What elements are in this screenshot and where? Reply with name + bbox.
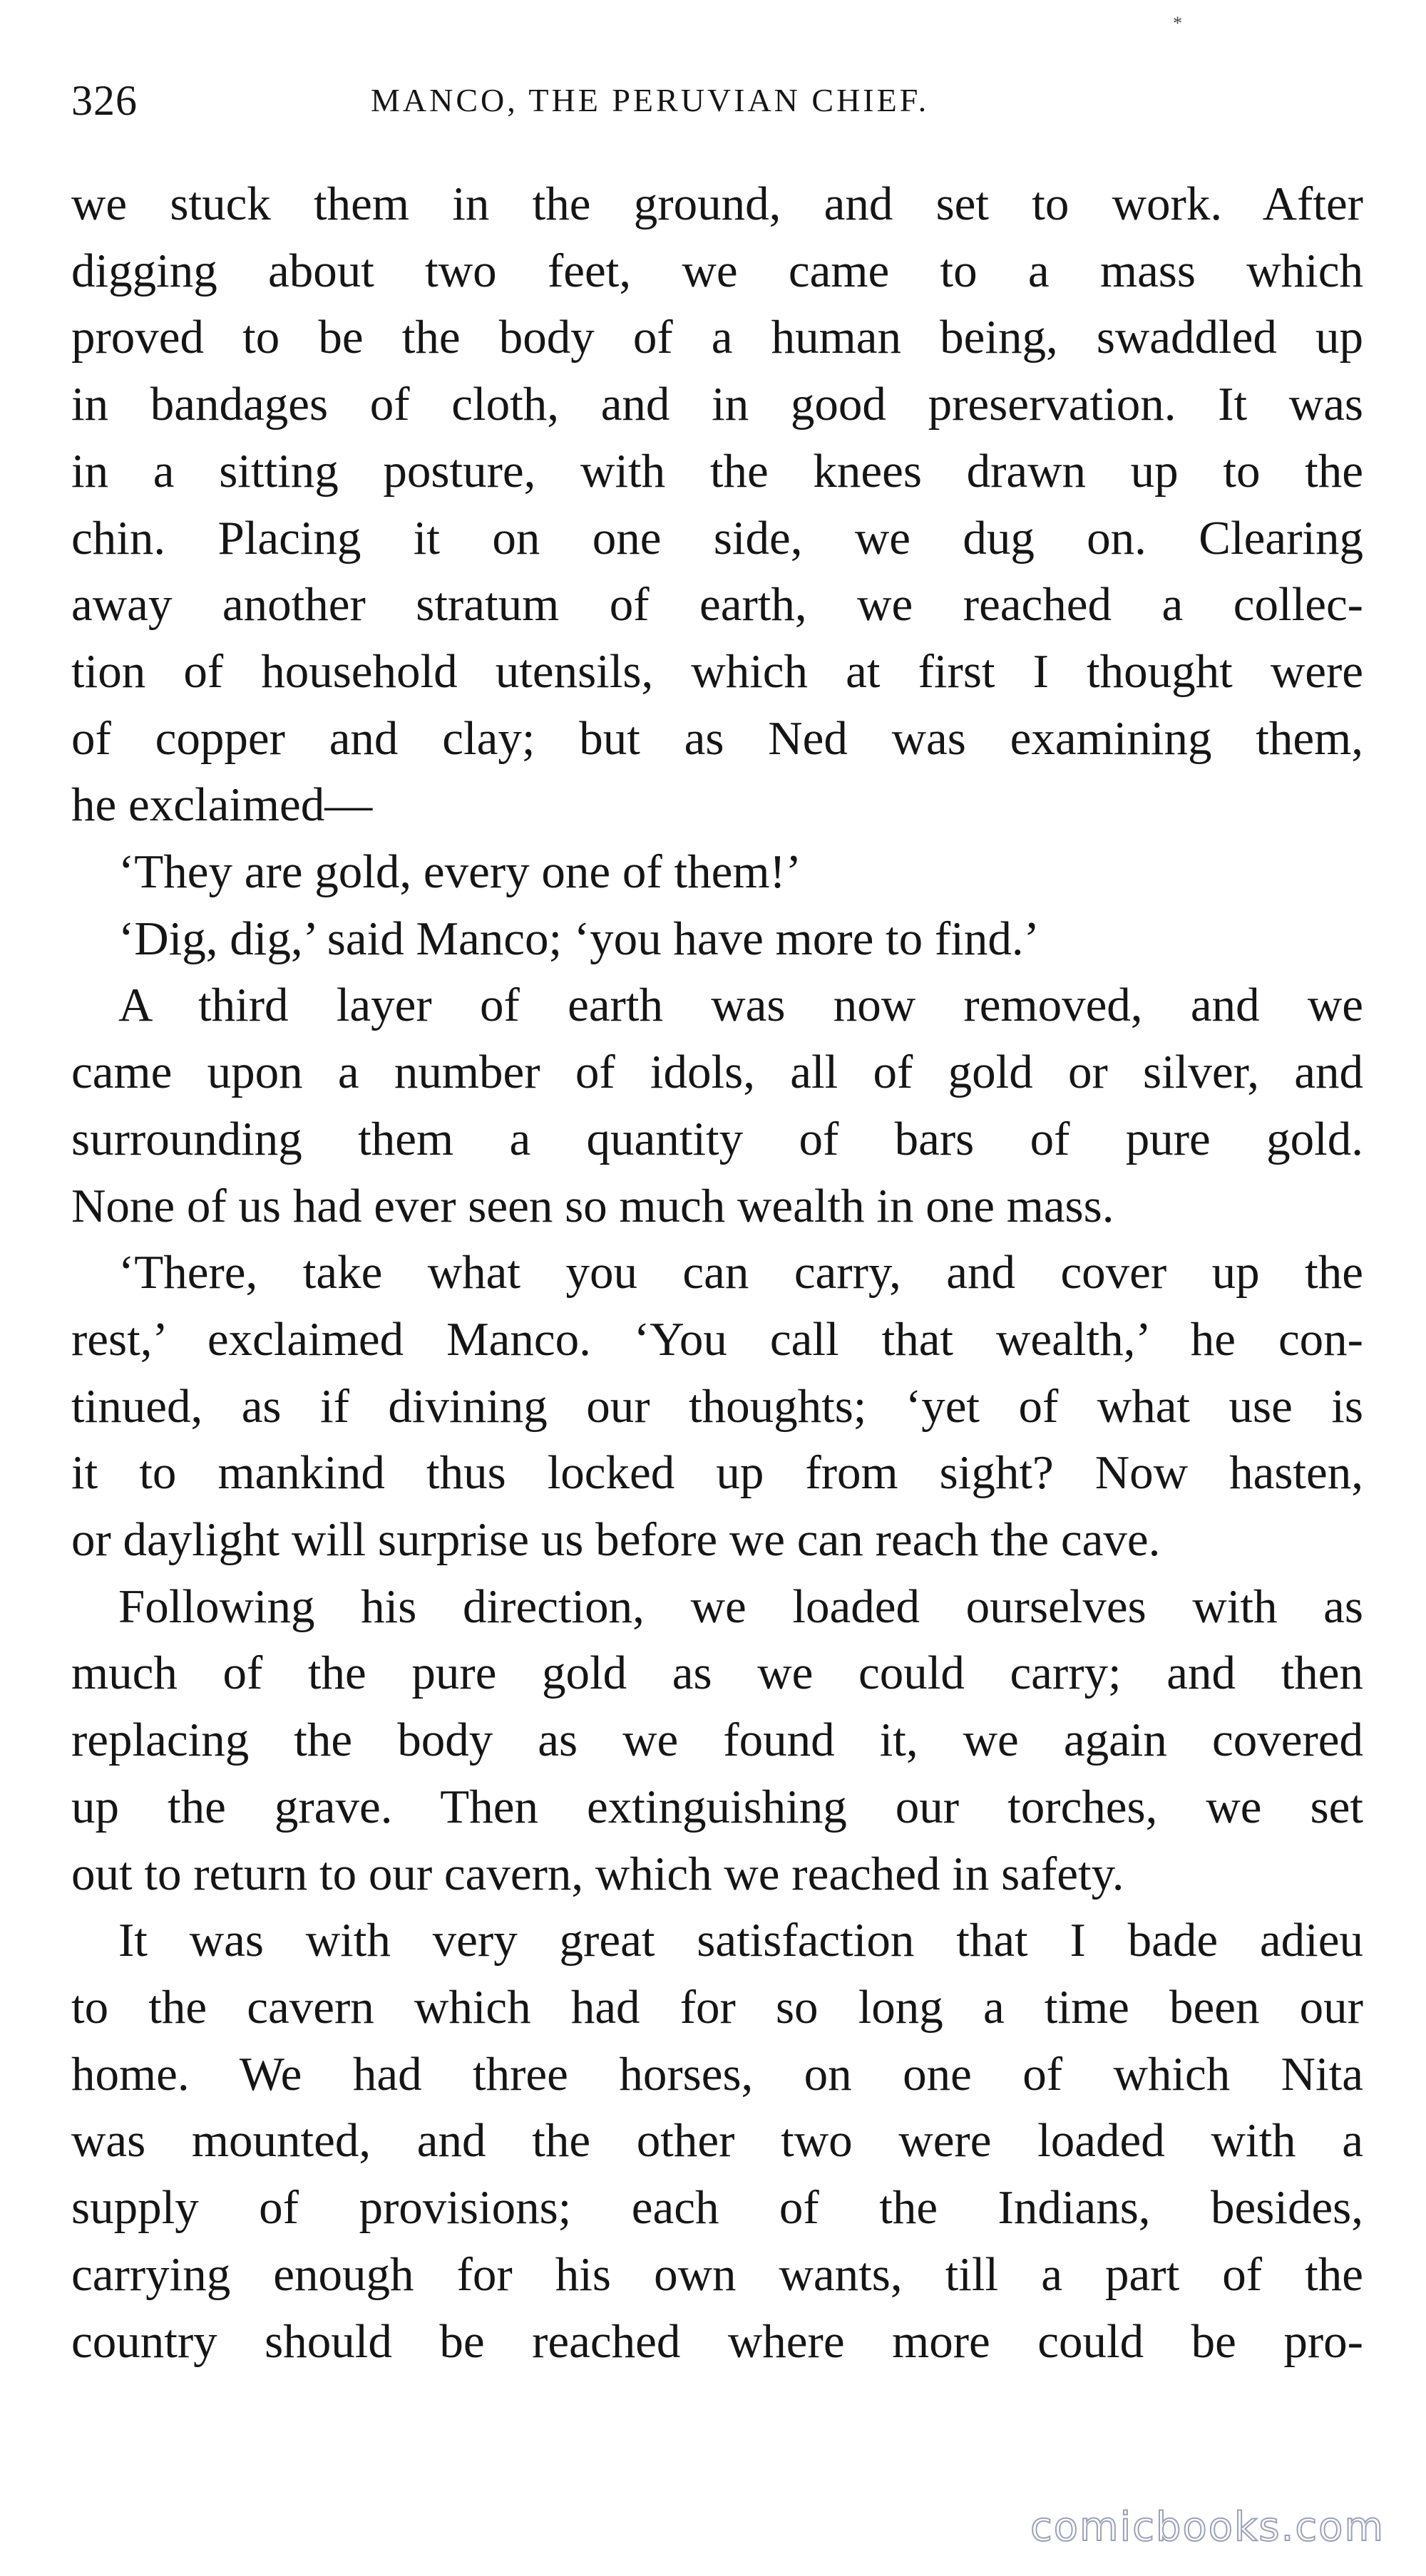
paragraph-5 — [71, 1240, 1363, 1574]
text-line: chin. Placing it on one side, we dug on. Clearing — [71, 511, 1363, 565]
text-line: home. We had three horses, on one of which Nita — [71, 2047, 1363, 2101]
text-line: digging about two feet, we came to a mass which — [71, 244, 1363, 297]
text-line: of copper and clay; but as Ned was examining them, — [71, 711, 1363, 765]
text-line: rest,’ exclaimed Manco. ‘You call that wealth,’ he con- — [71, 1312, 1363, 1366]
text-line: A third layer of earth was now removed, and we — [118, 979, 1363, 1032]
paragraph-2 — [71, 839, 1363, 906]
text-line: country should be reached where more could be pro- — [71, 2314, 1363, 2368]
page-header — [71, 68, 1355, 133]
text-line: came upon a number of idols, all of gold or silver, and — [71, 1046, 1363, 1099]
page-body-text — [71, 171, 1363, 2375]
site-watermark: comicbooks.com — [1030, 2504, 1385, 2550]
text-line: we stuck them in the ground, and set to work. After — [71, 177, 1363, 230]
text-line: it to mankind thus locked up from sight? Now hasten, — [71, 1446, 1363, 1500]
text-line: up the grave. Then extinguishing our torches, we set — [71, 1780, 1363, 1833]
text-line: ‘Dig, dig,’ said Manco; ‘you have more to find.’ — [118, 912, 1040, 965]
text-line: ‘They are gold, every one of them!’ — [118, 845, 802, 899]
text-line: much of the pure gold as we could carry; and then — [71, 1647, 1363, 1700]
text-line: surrounding them a quantity of bars of pure gold. — [71, 1112, 1363, 1165]
text-line: in bandages of cloth, and in good preservation. It was — [71, 378, 1363, 431]
text-line: he exclaimed— — [71, 778, 373, 832]
text-line: supply of provisions; each of the Indians, besides, — [71, 2181, 1363, 2235]
text-line: proved to be the body of a human being, swaddled up — [71, 311, 1363, 364]
text-line: tion of household utensils, which at first I thought were — [71, 644, 1363, 698]
text-line: replacing the body as we found it, we again covered — [71, 1714, 1363, 1767]
text-line: away another stratum of earth, we reached a collec- — [71, 578, 1363, 632]
text-line: It was with very great satisfaction that I bade adieu — [118, 1914, 1363, 1967]
text-line: Following his direction, we loaded ourselves with as — [118, 1580, 1363, 1633]
text-line: ‘There, take what you can carry, and cover up the — [118, 1246, 1363, 1299]
text-line: was mounted, and the other two were loaded with a — [71, 2114, 1363, 2168]
paragraph-4 — [71, 972, 1363, 1240]
paragraph-7 — [71, 1907, 1363, 2375]
page-number: 326 — [71, 77, 138, 124]
running-title: MANCO, THE PERUVIAN CHIEF. — [371, 82, 930, 118]
text-line: carrying enough for his own wants, till a part of the — [71, 2247, 1363, 2301]
text-line: tinued, as if divining our thoughts; ‘yet of what use is — [71, 1379, 1363, 1433]
page-speck-mark: * — [1173, 13, 1182, 34]
paragraph-3 — [71, 906, 1363, 973]
text-line: in a sitting posture, with the knees drawn up to the — [71, 444, 1363, 498]
text-line: out to return to our cavern, which we reached in safety. — [71, 1847, 1124, 1900]
paragraph-1 — [71, 171, 1363, 839]
paragraph-6 — [71, 1574, 1363, 1908]
text-line: to the cavern which had for so long a time been our — [71, 1980, 1363, 2034]
text-line: or daylight will surprise us before we can reach the cave. — [71, 1513, 1161, 1567]
text-line: None of us had ever seen so much wealth in one mass. — [71, 1179, 1114, 1232]
